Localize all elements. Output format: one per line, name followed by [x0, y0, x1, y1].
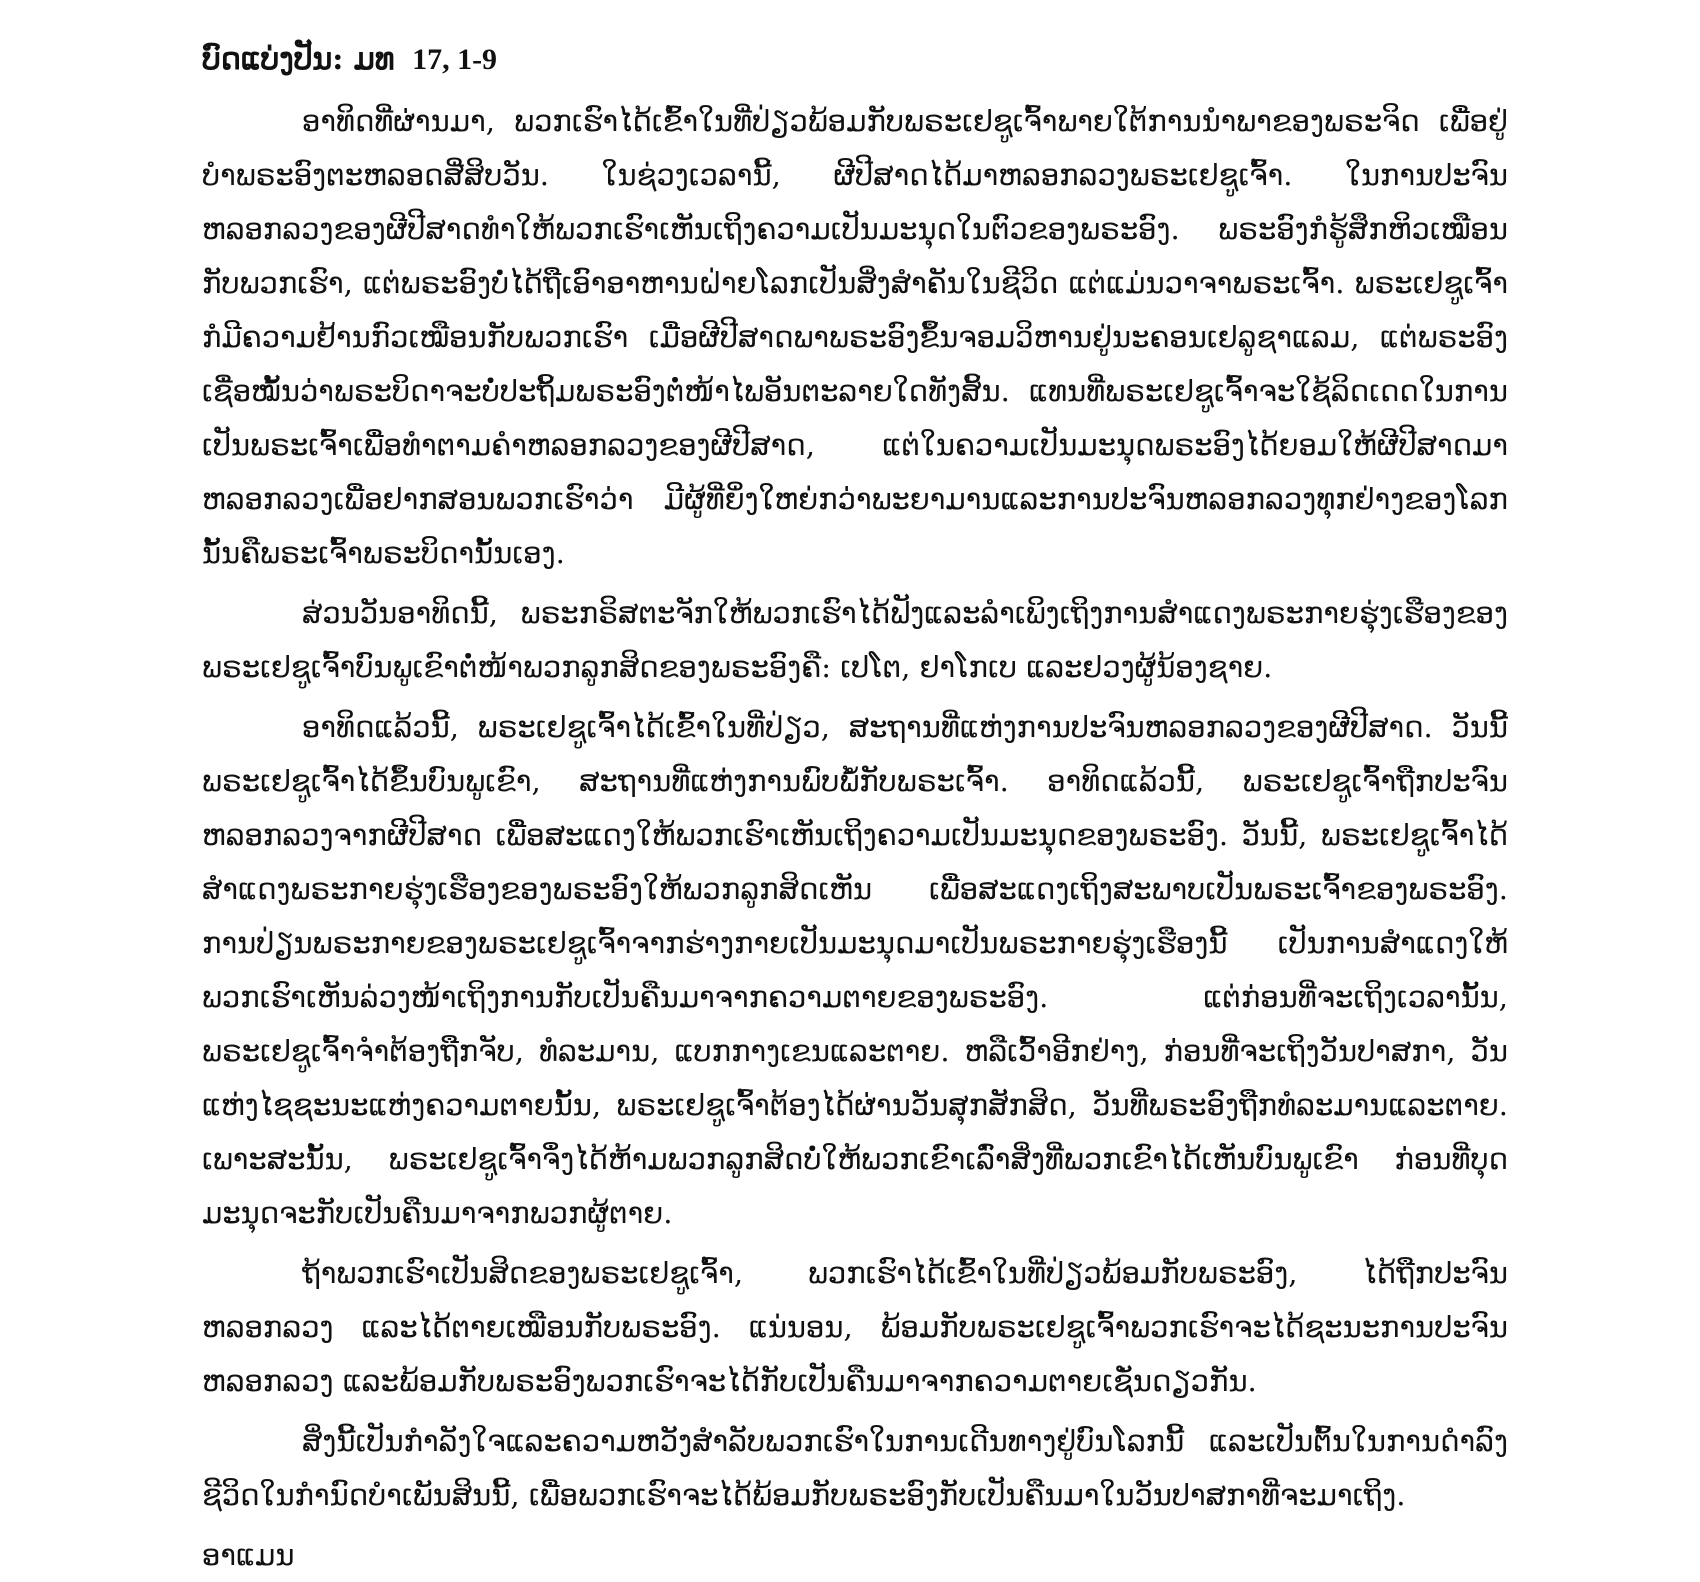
- document-heading: [202, 40, 1508, 80]
- closing-amen: ອາແມນ: [202, 1538, 295, 1572]
- paragraph-4: ຖ້າພວກເຮົາເປັນສິດຂອງພຣະເຢຊູເຈົ້າ, ພວກເຮົາໄດ້ເຂົ້າໃນທີ່ປ່ຽວພ້ອມກັບພຣະອົງ, ໄດ້ຖືກປະຈົນຫລອກລວງ ແລະໄດ້ຕາຍເໝືອນກັບພຣະອົງ. ແນ່ນອນ, ພ້ອມກັບພຣະເຢຊູເຈົ້າພວກເຮົາຈະໄດ້ຊະນະການປະຈົນຫລອກລວງ ແລະພ້ອມກັບພຣະອົງພວກເຮົາຈະໄດ້ກັບເປັນຄືນມາຈາກຄວາມຕາຍເຊັ່ນດຽວກັນ.: [202, 1256, 1508, 1398]
- document-page: [202, 40, 1508, 1582]
- paragraph-1: ອາທິດທີ່ຜ່ານມາ, ພວກເຮົາໄດ້ເຂົ້າໃນທີ່ປ່ຽວພ້ອມກັບພຣະເຢຊູເຈົ້າພາຍໃຕ້ການນຳພາຂອງພຣະຈິດ ເພື່ອຢູ່ບຳພຣະອົງຕະຫລອດສີ່ສິບວັນ. ໃນຊ່ວງເວລານີ້, ຜີປີສາດໄດ້ມາຫລອກລວງພຣະເຢຊູເຈົ້າ. ໃນການປະຈົນຫລອກລວງຂອງຜີປີສາດທຳໃຫ້ພວກເຮົາເຫັນເຖິງຄວາມເປັນມະນຸດໃນຕົວຂອງພຣະອົງ. ພຣະອົງກໍຮູ້ສຶກຫິວເໝືອນກັບພວກເຮົາ, ແຕ່ພຣະອົງບໍ່ໄດ້ຖືເອົາອາຫານຝ່າຍໂລກເປັນສິ່ງສຳຄັນໃນຊີວິດ ແຕ່ແມ່ນວາຈາພຣະເຈົ້າ. ພຣະເຢຊູເຈົ້າກໍມີຄວາມຢ້ານກົວເໝືອນກັບພວກເຮົາ ເມື່ອຜີປີສາດພາພຣະອົງຂຶ້ນຈອມວິຫານຢູ່ນະຄອນເຢລູຊາແລມ, ແຕ່ພຣະອົງເຊື່ອໝັ້ນວ່າພຣະບິດາຈະບໍ່ປະຖິ້ມພຣະອົງຕໍ່ໜ້າໄພອັນຕະລາຍໃດທັງສິ້ນ. ແທນທີ່ພຣະເຢຊູເຈົ້າຈະໃຊ້ລິດເດດໃນການເປັນພຣະເຈົ້າເພື່ອທຳຕາມຄຳຫລອກລວງຂອງຜີປີສາດ, ແຕ່ໃນຄວາມເປັນມະນຸດພຣະອົງໄດ້ຍອມໃຫ້ຜີປີສາດມາຫລອກລວງເພື່ອຢາກສອນພວກເຮົາວ່າ ມີຜູ້ທີ່ຍິ່ງໃຫຍ່ກວ່າພະຍາມານແລະການປະຈົນຫລອກລວງທຸກຢ່າງຂອງໂລກນັ້ນຄືພຣະເຈົ້າພຣະບິດານັ້ນເອງ.: [202, 104, 1508, 570]
- heading-reference: 17, 1-9: [412, 43, 498, 76]
- paragraph-3: ອາທິດແລ້ວນີ້, ພຣະເຢຊູເຈົ້າໄດ້ເຂົ້າໃນທີ່ປ່ຽວ, ສະຖານທີ່ແຫ່ງການປະຈົນຫລອກລວງຂອງຜີປີສາດ. ວັນນີ້ພຣະເຢຊູເຈົ້າໄດ້ຂຶ້ນບົນພູເຂົາ, ສະຖານທີ່ແຫ່ງການພົບພໍ້ກັບພຣະເຈົ້າ. ອາທິດແລ້ວນີ້, ພຣະເຢຊູເຈົ້າຖືກປະຈົນຫລອກລວງຈາກຜີປີສາດ ເພື່ອສະແດງໃຫ້ພວກເຮົາເຫັນເຖິງຄວາມເປັນມະນຸດຂອງພຣະອົງ. ວັນນີ້, ພຣະເຢຊູເຈົ້າໄດ້ສຳແດງພຣະກາຍຮຸ່ງເຮືອງຂອງພຣະອົງໃຫ້ພວກລູກສິດເຫັນ ເພື່ອສະແດງເຖິງສະພາບເປັນພຣະເຈົ້າຂອງພຣະອົງ. ການປ່ຽນພຣະກາຍຂອງພຣະເຢຊູເຈົ້າຈາກຮ່າງກາຍເປັນມະນຸດມາເປັນພຣະກາຍຮຸ່ງເຮືອງນີ້ ເປັນການສຳແດງໃຫ້ພວກເຮົາເຫັນລ່ວງໜ້າເຖິງການກັບເປັນຄືນມາຈາກຄວາມຕາຍຂອງພຣະອົງ. ແຕ່ກ່ອນທີ່ຈະເຖິງເວລານັ້ນ, ພຣະເຢຊູເຈົ້າຈຳຕ້ອງຖືກຈັບ, ທໍລະມານ, ແບກກາງເຂນແລະຕາຍ. ຫລືເວົ້າອີກຢ່າງ, ກ່ອນທີ່ຈະເຖິງວັນປາສກາ, ວັນແຫ່ງໄຊຊະນະແຫ່ງຄວາມຕາຍນັ້ນ, ພຣະເຢຊູເຈົ້າຕ້ອງໄດ້ຜ່ານວັນສຸກສັກສິດ, ວັນທີ່ພຣະອົງຖືກທໍລະມານແລະຕາຍ. ເພາະສະນັ້ນ, ພຣະເຢຊູເຈົ້າຈຶ່ງໄດ້ຫ້າມພວກລູກສິດບໍ່ໃຫ້ພວກເຂົາເລົ່າສິ່ງທີ່ພວກເຂົາໄດ້ເຫັນບົນພູເຂົາ ກ່ອນທີ່ບຸດມະນຸດຈະກັບເປັນຄືນມາຈາກພວກຜູ້ຕາຍ.: [202, 710, 1508, 1230]
- heading-title: ບົດແບ່ງປັນ: ມທ: [202, 42, 395, 77]
- paragraph-5: ສິ່ງນີ້ເປັນກຳລັງໃຈແລະຄວາມຫວັງສຳລັບພວກເຮົາໃນການເດີນທາງຢູ່ບົນໂລກນີ້ ແລະເປັນຕົ້ນໃນການດຳລົງຊີວິດໃນກຳນົດບຳເພັນສິນນີ້, ເພື່ອພວກເຮົາຈະໄດ້ພ້ອມກັບພຣະອົງກັບເປັນຄືນມາໃນວັນປາສກາທີ່ຈະມາເຖິງ.: [202, 1424, 1508, 1512]
- paragraph-2: ສ່ວນວັນອາທິດນີ້, ພຣະກຣິສຕະຈັກໃຫ້ພວກເຮົາໄດ້ຟັງແລະລຳເພິງເຖິງການສຳແດງພຣະກາຍຮຸ່ງເຮືອງຂອງພຣະເຢຊູເຈົ້າບົນພູເຂົາຕໍ່ໜ້າພວກລູກສິດຂອງພຣະອົງຄື: ເປໂຕ, ຢາໂກເບ ແລະຢວງຜູ້ນ້ອງຊາຍ.: [202, 596, 1508, 684]
